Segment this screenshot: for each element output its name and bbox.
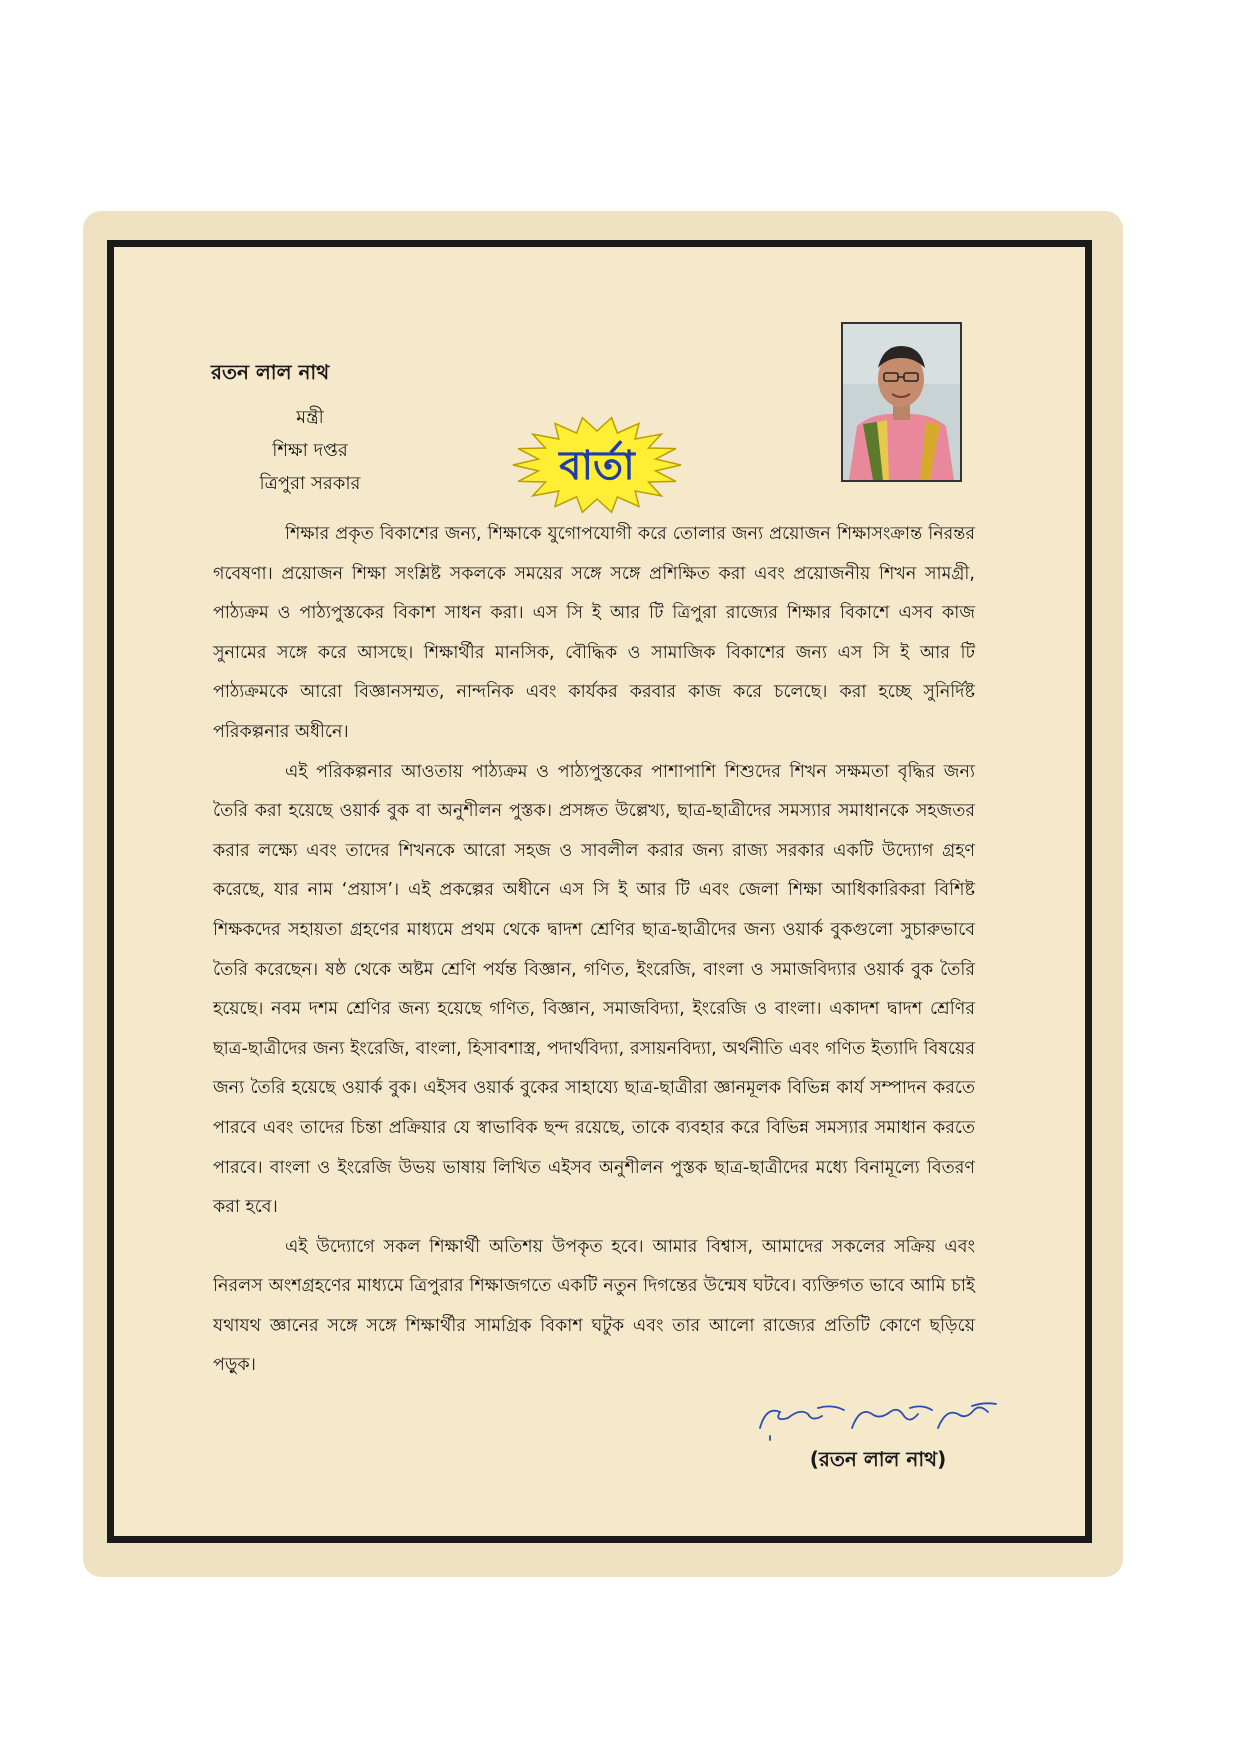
badge-title: বার্তা <box>559 443 635 489</box>
sender-designation: মন্ত্রী <box>296 407 324 428</box>
paragraph-2: এই পরিকল্পনার আওতায় পাঠ্যক্রম ও পাঠ্যপুস্তকের পাশাপাশি শিশুদের শিখন সক্ষমতা বৃদ্ধির জন্য তৈরি করা হয়েছে ওয়ার্ক বুক বা অনুশীলন পুস্তক। প্রসঙ্গত উল্লেখ্য, ছাত্র-ছাত্রীদের সমস্যার সমাধানকে সহজতর করার লক্ষ্যে এবং তাদের শিখনকে আরো সহজ ও সাবলীল করার জন্য রাজ্য সরকার একটি উদ্যোগ গ্রহণ করেছে, যার নাম ‘প্রয়াস’। এই প্রকল্পের অধীনে এস সি ই আর টি এবং জেলা শিক্ষা আধিকারিকরা বিশিষ্ট শিক্ষকদের সহায়তা গ্রহণের মাধ্যমে প্রথম থেকে দ্বাদশ শ্রেণির ছাত্র-ছাত্রীদের জন্য ওয়ার্ক বুকগুলো সুচারুভাবে তৈরি করেছেন। ষষ্ঠ থেকে অষ্টম শ্রেণি পর্যন্ত বিজ্ঞান, গণিত, ইংরেজি, বাংলা ও সমাজবিদ্যার ওয়ার্ক বুক তৈরি হয়েছে। নবম দশম শ্রেণির জন্য হয়েছে গণিত, বিজ্ঞান, সমাজবিদ্যা, ইংরেজি ও বাংলা। একাদশ দ্বাদশ শ্রেণির ছাত্র-ছাত্রীদের জন্য ইংরেজি, বাংলা, হিসাবশাস্ত্র, পদার্থবিদ্যা, রসায়নবিদ্যা, অর্থনীতি এবং গণিত ইত্যাদি বিষয়ের জন্য তৈরি হয়েছে ওয়ার্ক বুক। এইসব ওয়ার্ক বুকের সাহায্যে ছাত্র-ছাত্রীরা জ্ঞানমূলক বিভিন্ন কার্য সম্পাদন করতে পারবে এবং তাদের চিন্তা প্রক্রিয়ার যে স্বাভাবিক ছন্দ রয়েছে, তাকে ব্যবহার করে বিভিন্ন সমস্যার সমাধান করতে পারবে। বাংলা ও ইংরেজি উভয় ভাষায় লিখিত এইসব অনুশীলন পুস্তক ছাত্র-ছাত্রীদের মধ্যে বিনামূল্যে বিতরণ করা হবে। <box>213 761 975 1218</box>
portrait-image <box>843 324 960 480</box>
printed-name: (রতন লাল নাথ) <box>809 1447 947 1471</box>
sender-government: ত্রিপুরা সরকার <box>259 473 361 494</box>
paragraph-3: এই উদ্যোগে সকল শিক্ষার্থী অতিশয় উপকৃত হবে। আমার বিশ্বাস, আমাদের সকলের সক্রিয় এবং নিরলস অংশগ্রহণের মাধ্যমে ত্রিপুরার শিক্ষাজগতে একটি নতুন দিগন্তের উন্মেষ ঘটবে। ব্যক্তিগত ভাবে আমি চাই যথাযথ জ্ঞানের সঙ্গে সঙ্গে শিক্ষার্থীর সামগ্রিক বিকাশ ঘটুক এবং তার আলো রাজ্যের প্রতিটি কোণে ছড়িয়ে পড়ুক। <box>213 1236 975 1376</box>
sender-department: শিক্ষা দপ্তর <box>272 440 348 461</box>
handwritten-signature <box>752 1388 1002 1448</box>
signature-stroke <box>760 1403 996 1440</box>
message-badge <box>510 415 685 515</box>
paragraph-1: শিক্ষার প্রকৃত বিকাশের জন্য, শিক্ষাকে যুগোপযোগী করে তোলার জন্য প্রয়োজন শিক্ষাসংক্রান্ত নিরন্তর গবেষণা। প্রয়োজন শিক্ষা সংশ্লিষ্ট সকলকে সময়ের সঙ্গে সঙ্গে প্রশিক্ষিত করা এবং প্রয়োজনীয় শিখন সামগ্রী, পাঠ্যক্রম ও পাঠ্যপুস্তকের বিকাশ সাধন করা। এস সি ই আর টি ত্রিপুরা রাজ্যের শিক্ষার বিকাশে এসব কাজ সুনামের সঙ্গে করে আসছে। শিক্ষার্থীর মানসিক, বৌদ্ধিক ও সামাজিক বিকাশের জন্য এস সি ই আর টি পাঠ্যক্রমকে আরো বিজ্ঞানসম্মত, নান্দনিক এবং কার্যকর করবার কাজ করে চলেছে। করা হচ্ছে সুনির্দিষ্ট পরিকল্পনার অধীনে। <box>213 524 975 742</box>
sender-block <box>205 358 415 500</box>
minister-photo <box>841 322 962 482</box>
sender-name: রতন লাল নাথ <box>211 360 330 384</box>
message-body <box>213 515 975 1386</box>
